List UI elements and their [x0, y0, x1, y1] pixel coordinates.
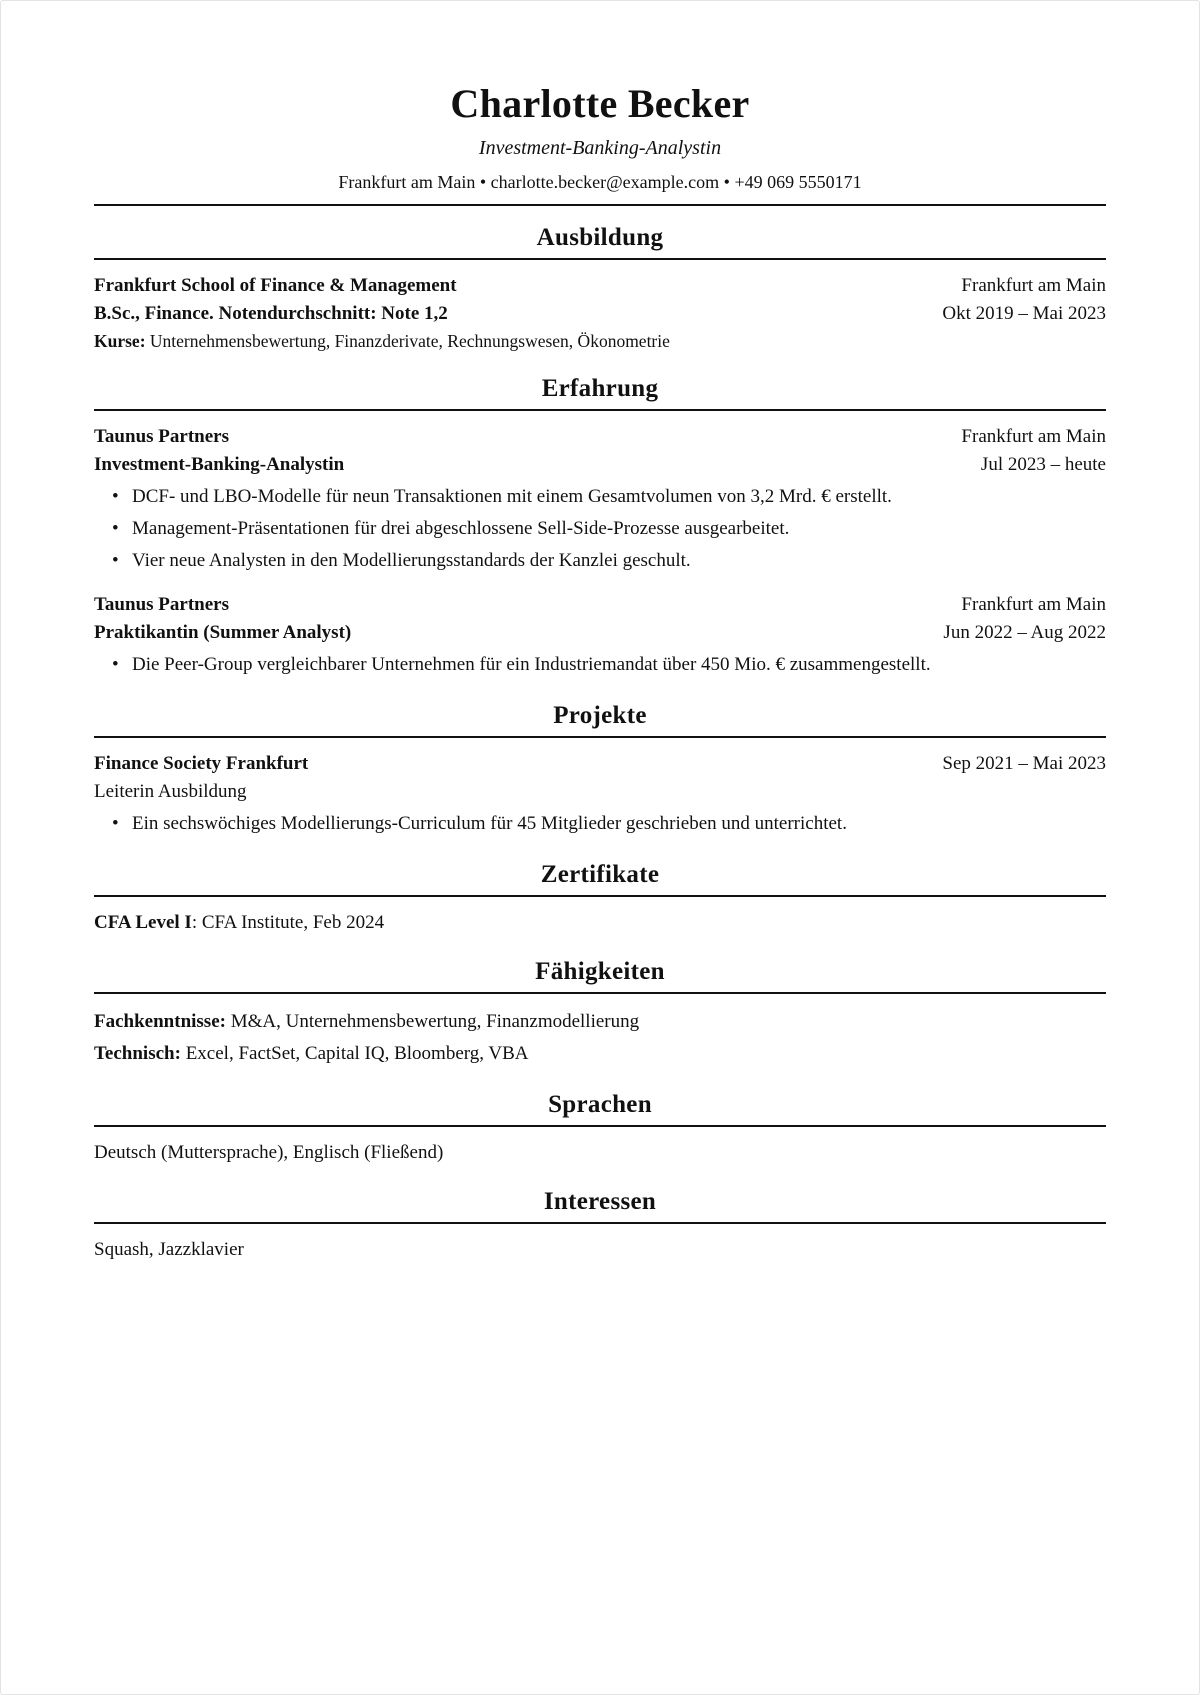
education-dates: Okt 2019 – Mai 2023 — [942, 303, 1106, 324]
skill-value: Excel, FactSet, Capital IQ, Bloomberg, VBA — [180, 1043, 529, 1064]
certificate-line — [94, 909, 1106, 937]
courses-line — [94, 328, 1106, 354]
bullet-item: • Die Peer-Group vergleichbarer Unternehmen für ein Industriemandat über 450 Mio. € zusammengestellt. — [112, 649, 1106, 681]
section-education — [94, 206, 1106, 354]
skill-label: Technisch: — [94, 1043, 181, 1064]
section-divider — [94, 992, 1106, 994]
job-role: Praktikantin (Summer Analyst) — [94, 622, 352, 643]
section-divider — [94, 409, 1106, 411]
bullet-item: • Ein sechswöchiges Modellierungs-Curriculum für 45 Mitglieder geschrieben und unterrichtet. — [112, 808, 1106, 840]
skill-label: Fachkenntnisse: — [94, 1011, 226, 1032]
section-skills — [94, 937, 1106, 1070]
section-heading-experience: Erfahrung — [541, 375, 659, 402]
section-certificates — [94, 840, 1106, 937]
job-bullets — [94, 481, 1106, 577]
section-divider — [94, 1222, 1106, 1224]
candidate-title: Investment-Banking-Analystin — [478, 137, 722, 159]
job-dates: Jun 2022 – Aug 2022 — [943, 622, 1106, 643]
bullet-item: • DCF- und LBO-Modelle für neun Transaktionen mit einem Gesamtvolumen von 3,2 Mrd. € erstellt. — [112, 481, 1106, 513]
section-heading-languages: Sprachen — [548, 1091, 652, 1118]
section-divider — [94, 895, 1106, 897]
job-entry — [94, 591, 1106, 681]
candidate-name: Charlotte Becker — [450, 81, 750, 126]
section-interests — [94, 1167, 1106, 1264]
skill-value: M&A, Unternehmensbewertung, Finanzmodellierung — [225, 1011, 640, 1032]
certificate-label: CFA Level I — [94, 912, 192, 933]
project-role: Leiterin Ausbildung — [94, 781, 247, 802]
section-heading-education: Ausbildung — [536, 224, 664, 251]
job-bullets — [94, 649, 1106, 681]
job-location: Frankfurt am Main — [961, 426, 1106, 447]
project-name: Finance Society Frankfurt — [94, 753, 309, 774]
skill-line — [94, 1038, 1106, 1070]
interests-text: Squash, Jazzklavier — [94, 1239, 244, 1260]
job-entry — [94, 423, 1106, 577]
job-dates: Jul 2023 – heute — [980, 454, 1106, 475]
courses-value: Unternehmensbewertung, Finanzderivate, Rechnungswesen, Ökonometrie — [149, 331, 670, 351]
school-name: Frankfurt School of Finance & Management — [94, 275, 457, 296]
project-dates: Sep 2021 – Mai 2023 — [942, 753, 1106, 774]
section-heading-interests: Interessen — [543, 1188, 657, 1215]
section-languages — [94, 1070, 1106, 1167]
section-heading-projects: Projekte — [553, 702, 647, 729]
section-projects — [94, 681, 1106, 840]
section-divider — [94, 258, 1106, 260]
school-location: Frankfurt am Main — [961, 275, 1106, 296]
languages-text: Deutsch (Muttersprache), Englisch (Fließend) — [94, 1142, 444, 1163]
degree: B.Sc., Finance. Notendurchschnitt: Note 1,2 — [94, 303, 448, 324]
section-divider — [94, 736, 1106, 738]
project-bullets — [94, 808, 1106, 840]
section-heading-certificates: Zertifikate — [540, 861, 660, 888]
job-role: Investment-Banking-Analystin — [94, 454, 345, 475]
section-heading-skills: Fähigkeiten — [535, 958, 665, 985]
skill-line — [94, 1006, 1106, 1038]
section-divider — [94, 1125, 1106, 1127]
company-name: Taunus Partners — [94, 594, 229, 615]
resume-header — [94, 1, 1106, 196]
section-experience — [94, 354, 1106, 681]
bullet-item: • Vier neue Analysten in den Modellierungsstandards der Kanzlei geschult. — [112, 545, 1106, 577]
courses-label: Kurse: — [94, 331, 146, 351]
company-name: Taunus Partners — [94, 426, 229, 447]
job-location: Frankfurt am Main — [961, 594, 1106, 615]
contact-line: Frankfurt am Main • charlotte.becker@example.com • +49 069 5550171 — [338, 172, 862, 192]
bullet-item: • Management-Präsentationen für drei abgeschlossene Sell-Side-Prozesse ausgearbeitet. — [112, 513, 1106, 545]
certificate-value: : CFA Institute, Feb 2024 — [191, 912, 385, 933]
